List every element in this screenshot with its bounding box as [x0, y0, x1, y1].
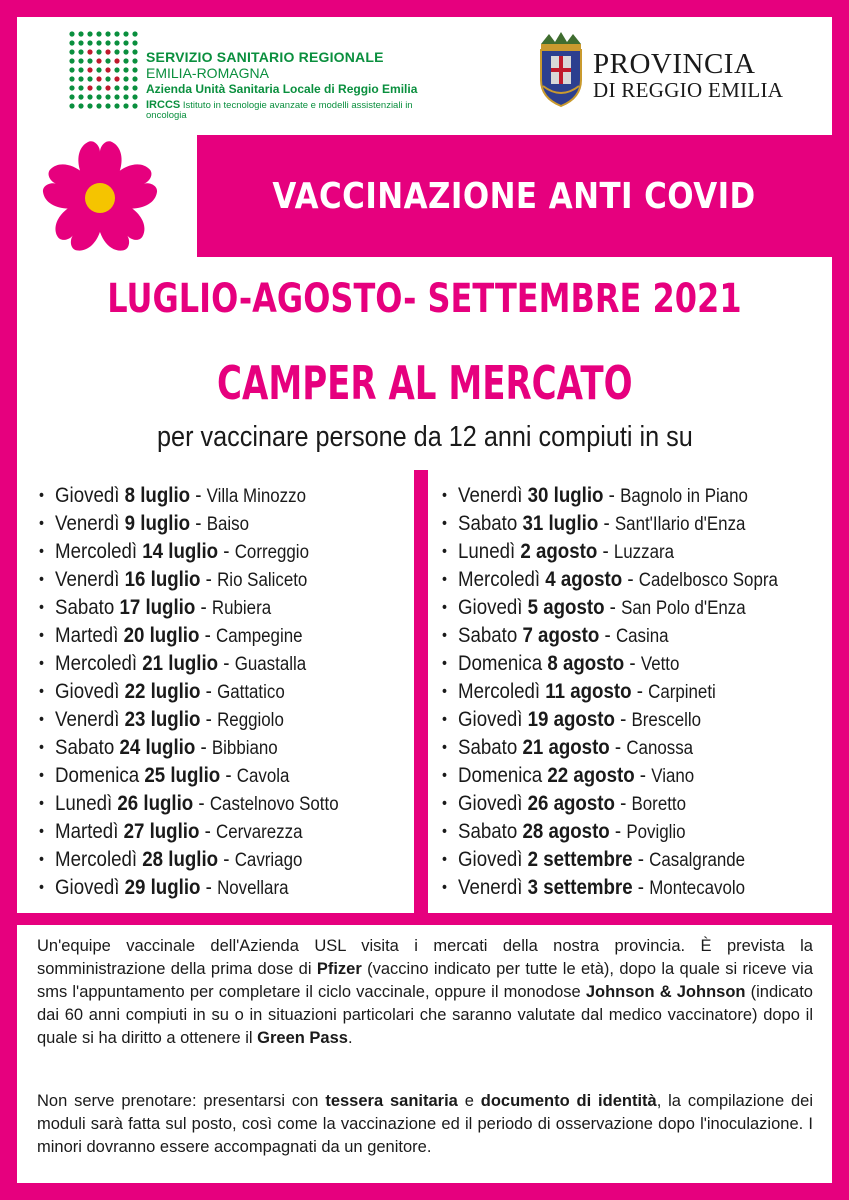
schedule-place: Casalgrande: [649, 850, 746, 871]
schedule-date: 27 luglio: [123, 820, 200, 843]
bullet-icon: •: [39, 683, 44, 700]
schedule-date: 25 luglio: [144, 764, 221, 787]
schedule-day: Sabato: [458, 820, 518, 843]
schedule-date: 2 agosto: [520, 540, 598, 563]
schedule-day: Mercoledì: [458, 680, 541, 703]
provincia-name: PROVINCIA: [593, 48, 756, 80]
schedule-day: Mercoledì: [55, 540, 138, 563]
bullet-icon: •: [442, 515, 447, 532]
bullet-icon: •: [442, 767, 447, 784]
schedule-day: Sabato: [55, 736, 115, 759]
schedule-place: Casina: [615, 626, 669, 647]
schedule-day: Domenica: [55, 764, 140, 787]
schedule-place: Viano: [651, 766, 695, 787]
schedule-item: • Lunedì 26 luglio - Castelnovo Sotto: [39, 790, 339, 818]
schedule-item: • Domenica 22 agosto - Viano: [442, 762, 778, 790]
schedule-place: Poviglio: [626, 822, 686, 843]
schedule-place: Correggio: [234, 542, 309, 563]
info-text: Un'equipe vaccinale dell'Azienda USL visita i mercati della nostra provincia. È prevista la somministrazione della prima dose di: [37, 937, 813, 978]
banner-title: VACCINAZIONE ANTI COVID: [272, 175, 757, 217]
coat-of-arms-icon: [535, 30, 587, 108]
schedule-item: • Giovedì 26 agosto - Boretto: [442, 790, 778, 818]
schedule-day: Venerdì: [55, 708, 120, 731]
schedule-place: Baiso: [206, 514, 249, 535]
schedule-place: Cavriago: [234, 850, 303, 871]
flower-icon: [30, 128, 170, 268]
info-text: (vaccino indicato per tutte le età), dopo la quale si riceve via sms l'appuntamento per completare il ciclo vaccinale, oppure il monodose: [37, 960, 813, 1001]
bullet-icon: •: [39, 711, 44, 728]
info-emphasis: Pfizer: [316, 960, 362, 978]
provincia-text: [593, 50, 783, 102]
schedule-place: Rubiera: [211, 598, 272, 619]
info-paragraph-2: [37, 1090, 813, 1159]
schedule-day: Giovedì: [55, 876, 120, 899]
schedule-item: • Giovedì 29 luglio - Novellara: [39, 874, 339, 902]
bullet-icon: •: [442, 739, 447, 756]
schedule-day: Venerdì: [55, 568, 120, 591]
schedule-date: 5 agosto: [527, 596, 605, 619]
info-emphasis: Johnson & Johnson: [585, 983, 746, 1001]
schedule-item: • Giovedì 19 agosto - Brescello: [442, 706, 778, 734]
schedule-column-left: [17, 470, 414, 913]
bullet-icon: •: [442, 823, 447, 840]
bullet-icon: •: [39, 543, 44, 560]
schedule-day: Domenica: [458, 764, 543, 787]
schedule-date: 21 agosto: [522, 736, 610, 759]
info-emphasis: tessera sanitaria: [325, 1092, 458, 1110]
schedule-item: • Domenica 25 luglio - Cavola: [39, 762, 339, 790]
ssr-ausl: Azienda Unità Sanitaria Locale di Reggio Emilia: [146, 82, 418, 96]
schedule-date: 22 agosto: [547, 764, 635, 787]
info-text: Non serve prenotare: presentarsi con: [37, 1092, 326, 1110]
schedule-day: Mercoledì: [55, 652, 138, 675]
info-panel: [17, 925, 832, 1183]
schedule-date: 31 luglio: [522, 512, 599, 535]
schedule-item: • Martedì 20 luglio - Campegine: [39, 622, 339, 650]
schedule-place: Rio Saliceto: [217, 570, 308, 591]
schedule-place: Sant'Ilario d'Enza: [614, 514, 746, 535]
bullet-icon: •: [442, 571, 447, 588]
schedule-date: 7 agosto: [522, 624, 600, 647]
schedule-item: • Lunedì 2 agosto - Luzzara: [442, 538, 778, 566]
schedule-place: Bibbiano: [211, 738, 278, 759]
bullet-icon: •: [442, 543, 447, 560]
schedule-date: 21 luglio: [142, 652, 219, 675]
ssr-irccs: [146, 100, 428, 121]
schedule-date: 30 luglio: [527, 484, 604, 507]
camper-text: CAMPER AL MERCATO: [216, 356, 633, 410]
schedule-day: Sabato: [458, 624, 518, 647]
schedule-list-right: [442, 482, 819, 902]
bullet-icon: •: [39, 627, 44, 644]
provincia-logo: [535, 30, 795, 110]
schedule-day: Giovedì: [55, 484, 120, 507]
schedule-day: Giovedì: [458, 596, 523, 619]
info-text: (indicato dai 60 anni compiuti in su o in situazioni particolari che saranno valutate dal medico vaccinatore) dopo il quale si ha diritto a ottenere il: [37, 983, 813, 1047]
bullet-icon: •: [39, 487, 44, 504]
bullet-icon: •: [39, 571, 44, 588]
schedule-place: Vetto: [640, 654, 680, 675]
schedule-place: Carpineti: [648, 682, 716, 703]
schedule-item: • Sabato 21 agosto - Canossa: [442, 734, 778, 762]
bullet-icon: •: [39, 515, 44, 532]
schedule-item: • Giovedì 5 agosto - San Polo d'Enza: [442, 594, 778, 622]
schedule-date: 9 luglio: [124, 512, 191, 535]
ssr-irccs-desc: Istituto in tecnologie avanzate e modelli assistenziali in oncologia: [146, 100, 413, 121]
schedule-date: 23 luglio: [124, 708, 201, 731]
bullet-icon: •: [442, 599, 447, 616]
schedule-day: Venerdì: [458, 876, 523, 899]
bullet-icon: •: [442, 683, 447, 700]
schedule-place: San Polo d'Enza: [621, 598, 746, 619]
schedule-item: • Venerdì 30 luglio - Bagnolo in Piano: [442, 482, 778, 510]
schedule-place: Reggiolo: [217, 710, 284, 731]
schedule-place: Cadelbosco Sopra: [638, 570, 778, 591]
schedule-item: • Venerdì 16 luglio - Rio Saliceto: [39, 566, 339, 594]
schedule-place: Bagnolo in Piano: [620, 486, 748, 507]
schedule-item: • Domenica 8 agosto - Vetto: [442, 650, 778, 678]
period-heading: [17, 276, 832, 322]
schedule-item: • Venerdì 23 luglio - Reggiolo: [39, 706, 339, 734]
schedule-item: • Giovedì 8 luglio - Villa Minozzo: [39, 482, 339, 510]
schedule-date: 11 agosto: [545, 680, 632, 703]
info-emphasis: documento di identità: [480, 1092, 657, 1110]
schedule-day: Sabato: [458, 736, 518, 759]
schedule-item: • Giovedì 2 settembre - Casalgrande: [442, 846, 778, 874]
schedule-item: • Mercoledì 11 agosto - Carpineti: [442, 678, 778, 706]
schedule-date: 29 luglio: [124, 876, 201, 899]
schedule-item: • Venerdì 3 settembre - Montecavolo: [442, 874, 778, 902]
schedule-place: Novellara: [217, 878, 289, 899]
schedule-item: • Sabato 24 luglio - Bibbiano: [39, 734, 339, 762]
schedule-item: • Mercoledì 4 agosto - Cadelbosco Sopra: [442, 566, 778, 594]
schedule-day: Martedì: [55, 624, 119, 647]
schedule-item: • Martedì 27 luglio - Cervarezza: [39, 818, 339, 846]
schedule-place: Montecavolo: [649, 878, 746, 899]
bullet-icon: •: [39, 823, 44, 840]
schedule-day: Giovedì: [55, 680, 120, 703]
schedule-place: Brescello: [631, 710, 702, 731]
schedule-date: 8 luglio: [124, 484, 191, 507]
schedule-item: • Mercoledì 28 luglio - Cavriago: [39, 846, 339, 874]
schedule-date: 14 luglio: [142, 540, 219, 563]
subtitle: [17, 421, 832, 454]
schedule-item: • Giovedì 22 luglio - Gattatico: [39, 678, 339, 706]
schedule-day: Sabato: [55, 596, 115, 619]
schedule-day: Mercoledì: [55, 848, 138, 871]
bullet-icon: •: [39, 767, 44, 784]
ssr-region: EMILIA-ROMAGNA: [146, 65, 269, 81]
schedule-date: 16 luglio: [124, 568, 201, 591]
bullet-icon: •: [39, 879, 44, 896]
period-text: LUGLIO-AGOSTO- SETTEMBRE 2021: [107, 276, 742, 322]
bullet-icon: •: [442, 655, 447, 672]
info-paragraph-1: [37, 935, 813, 1050]
schedule-date: 20 luglio: [123, 624, 200, 647]
info-text: , la compilazione dei moduli sarà fatta sul posto, così come la vaccinazione ed il periodo di osservazione dopo l'inoculazione. I minori dovranno essere accompagnati da un genitore.: [37, 1092, 814, 1156]
schedule-place: Luzzara: [613, 542, 675, 563]
ssr-dotgrid-icon: [68, 30, 140, 110]
schedule-date: 26 agosto: [527, 792, 615, 815]
schedule-day: Venerdì: [55, 512, 120, 535]
schedule-day: Martedì: [55, 820, 119, 843]
schedule-day: Sabato: [458, 512, 518, 535]
schedule-item: • Venerdì 9 luglio - Baiso: [39, 510, 339, 538]
schedule-date: 28 luglio: [142, 848, 219, 871]
bullet-icon: •: [442, 711, 447, 728]
schedule-date: 2 settembre: [527, 848, 633, 871]
bullet-icon: •: [39, 655, 44, 672]
info-emphasis: Green Pass: [257, 1029, 348, 1047]
schedule-column-right: [428, 470, 832, 913]
bullet-icon: •: [39, 851, 44, 868]
bullet-icon: •: [39, 599, 44, 616]
schedule-day: Mercoledì: [458, 568, 541, 591]
schedule-item: • Sabato 7 agosto - Casina: [442, 622, 778, 650]
schedule-date: 4 agosto: [545, 568, 623, 591]
schedule-day: Giovedì: [458, 792, 523, 815]
schedule-date: 22 luglio: [124, 680, 201, 703]
info-text: .: [347, 1029, 353, 1047]
schedule-day: Giovedì: [458, 708, 523, 731]
schedule-item: • Sabato 17 luglio - Rubiera: [39, 594, 339, 622]
schedule-date: 8 agosto: [547, 652, 625, 675]
ssr-name: SERVIZIO SANITARIO REGIONALE: [146, 49, 384, 65]
bullet-icon: •: [442, 487, 447, 504]
ssr-text-block: [146, 50, 428, 121]
schedule-date: 17 luglio: [119, 596, 196, 619]
schedule-date: 3 settembre: [527, 876, 633, 899]
provincia-city: DI REGGIO EMILIA: [593, 78, 784, 102]
schedule-list-left: [39, 482, 376, 902]
schedule-place: Campegine: [216, 626, 303, 647]
schedule-place: Canossa: [626, 738, 694, 759]
bullet-icon: •: [39, 739, 44, 756]
schedule-day: Lunedì: [55, 792, 113, 815]
schedule-place: Gattatico: [217, 682, 285, 703]
schedule-place: Castelnovo Sotto: [209, 794, 339, 815]
schedule-place: Guastalla: [234, 654, 307, 675]
bullet-icon: •: [442, 879, 447, 896]
schedule-day: Venerdì: [458, 484, 523, 507]
schedule-item: • Sabato 31 luglio - Sant'Ilario d'Enza: [442, 510, 778, 538]
ssr-irccs-label: IRCCS: [146, 99, 181, 111]
schedule-day: Domenica: [458, 652, 543, 675]
schedule-date: 24 luglio: [119, 736, 196, 759]
schedule-day: Lunedì: [458, 540, 516, 563]
schedule-date: 19 agosto: [527, 708, 615, 731]
schedule-place: Cervarezza: [216, 822, 303, 843]
schedule-item: • Mercoledì 14 luglio - Correggio: [39, 538, 339, 566]
bullet-icon: •: [442, 627, 447, 644]
schedule-item: • Sabato 28 agosto - Poviglio: [442, 818, 778, 846]
ssr-logo: [68, 30, 428, 120]
bullet-icon: •: [442, 851, 447, 868]
title-banner: [197, 135, 832, 257]
subtitle-text: per vaccinare persone da 12 anni compiuti in su: [156, 421, 693, 453]
schedule-place: Villa Minozzo: [206, 486, 306, 507]
bullet-icon: •: [442, 795, 447, 812]
schedule-date: 26 luglio: [117, 792, 194, 815]
schedule-date: 28 agosto: [522, 820, 610, 843]
schedule-day: Giovedì: [458, 848, 523, 871]
schedule-place: Cavola: [236, 766, 290, 787]
info-text: e: [457, 1092, 481, 1110]
schedule-place: Boretto: [631, 794, 687, 815]
bullet-icon: •: [39, 795, 44, 812]
camper-heading: [17, 356, 832, 410]
schedule-item: • Mercoledì 21 luglio - Guastalla: [39, 650, 339, 678]
